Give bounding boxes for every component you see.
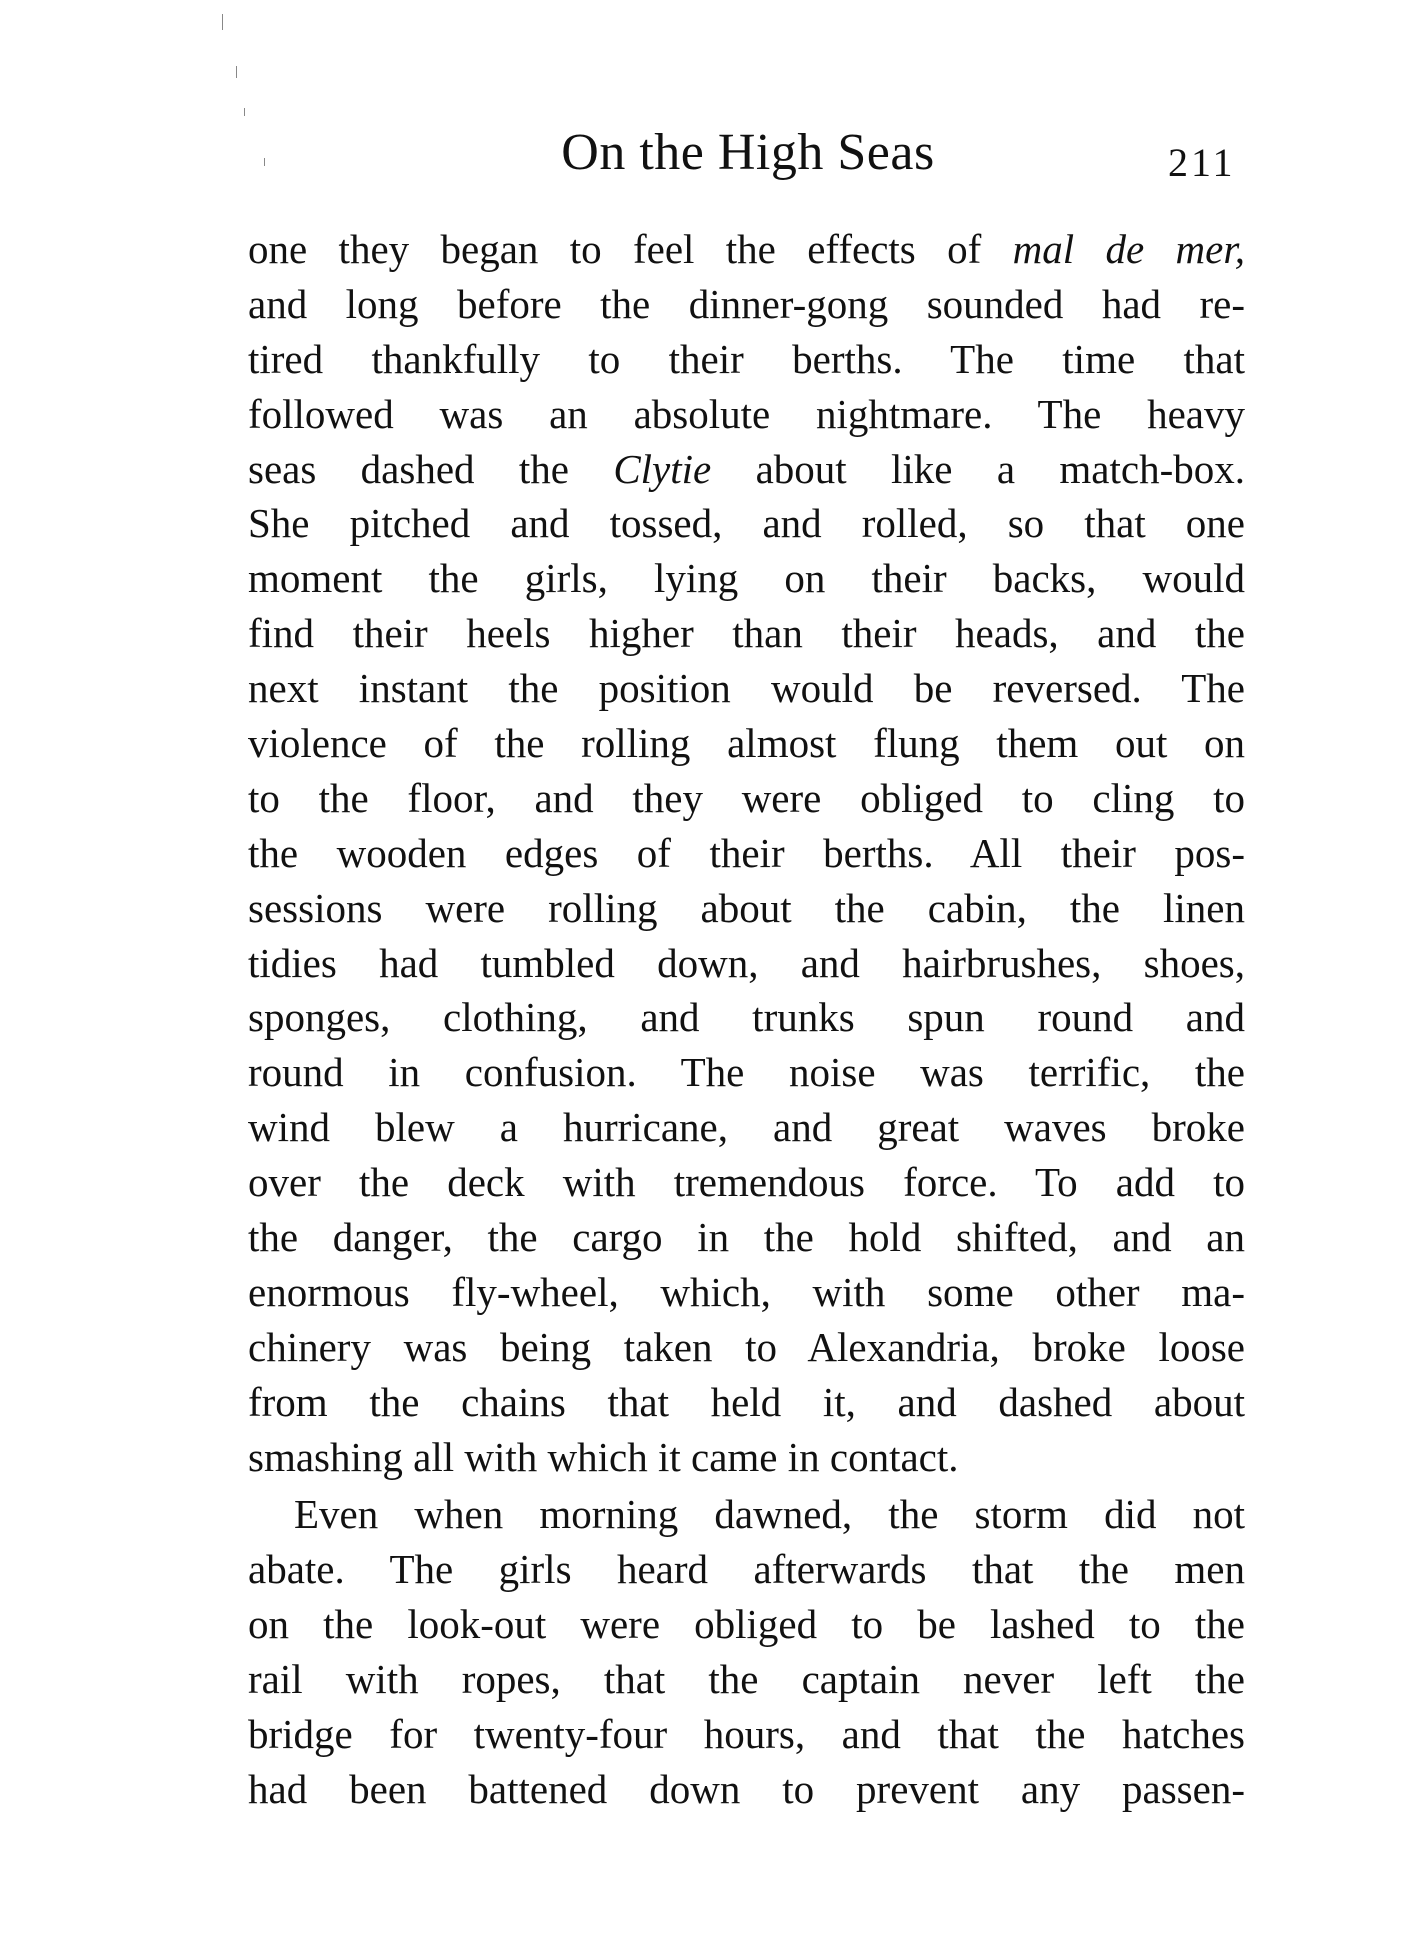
text-line: She pitched and tossed, and rolled, so that one — [248, 500, 1245, 547]
text-line: seas dashed the Clytie about like a match-box. — [248, 445, 1245, 492]
text-line: sessions were rolling about the cabin, the linen — [248, 884, 1245, 931]
text-line: enormous fly-wheel, which, with some other ma- — [248, 1268, 1245, 1315]
text-line: one they began to feel the effects of mal de mer, — [248, 226, 1246, 272]
italic-phrase: mal de mer, — [1012, 226, 1246, 272]
text-line: bridge for twenty-four hours, and that the hatches — [248, 1711, 1245, 1758]
text-line: and long before the dinner-gong sounded had re- — [248, 280, 1245, 327]
text-line: over the deck with tremendous force. To add to — [248, 1159, 1245, 1206]
text-line: violence of the rolling almost flung them out on — [248, 720, 1245, 767]
body-text — [248, 222, 1245, 1817]
running-title: On the High Seas — [561, 124, 935, 181]
running-header — [248, 118, 1248, 188]
text-line: moment the girls, lying on their backs, would — [248, 555, 1245, 602]
text-line: next instant the position would be reversed. The — [248, 665, 1245, 712]
text-line: on the look-out were obliged to be lashed to the — [248, 1601, 1245, 1648]
text-line: wind blew a hurricane, and great waves broke — [248, 1104, 1245, 1151]
text-line: the wooden edges of their berths. All their pos- — [248, 829, 1245, 876]
text-line: rail with ropes, that the captain never left the — [248, 1656, 1245, 1703]
text-line: followed was an absolute nightmare. The heavy — [248, 390, 1245, 437]
paragraph — [248, 1487, 1245, 1816]
text-line: chinery was being taken to Alexandria, broke loose — [248, 1323, 1245, 1370]
paragraph — [248, 222, 1245, 1484]
text-line: Even when morning dawned, the storm did not — [294, 1491, 1245, 1538]
scan-speck — [236, 66, 237, 78]
text-line: to the floor, and they were obliged to cling to — [248, 774, 1245, 821]
text-line: had been battened down to prevent any passen- — [248, 1765, 1245, 1812]
page-number: 211 — [1168, 140, 1236, 185]
ship-name: Clytie — [613, 445, 712, 492]
text-line: sponges, clothing, and trunks spun round and — [248, 994, 1245, 1041]
text-line: find their heels higher than their heads, and the — [248, 610, 1245, 657]
text-line: the danger, the cargo in the hold shifted, and an — [248, 1214, 1245, 1261]
text-line: round in confusion. The noise was terrific, the — [248, 1049, 1245, 1096]
scan-speck — [222, 14, 223, 30]
text-line: smashing all with which it came in contact. — [248, 1433, 959, 1480]
text-line: tidies had tumbled down, and hairbrushes, shoes, — [248, 939, 1245, 986]
text-line: tired thankfully to their berths. The time that — [248, 335, 1245, 382]
text-line: abate. The girls heard afterwards that the men — [248, 1546, 1245, 1593]
text-line: from the chains that held it, and dashed about — [248, 1378, 1245, 1425]
scan-speck — [244, 108, 245, 116]
